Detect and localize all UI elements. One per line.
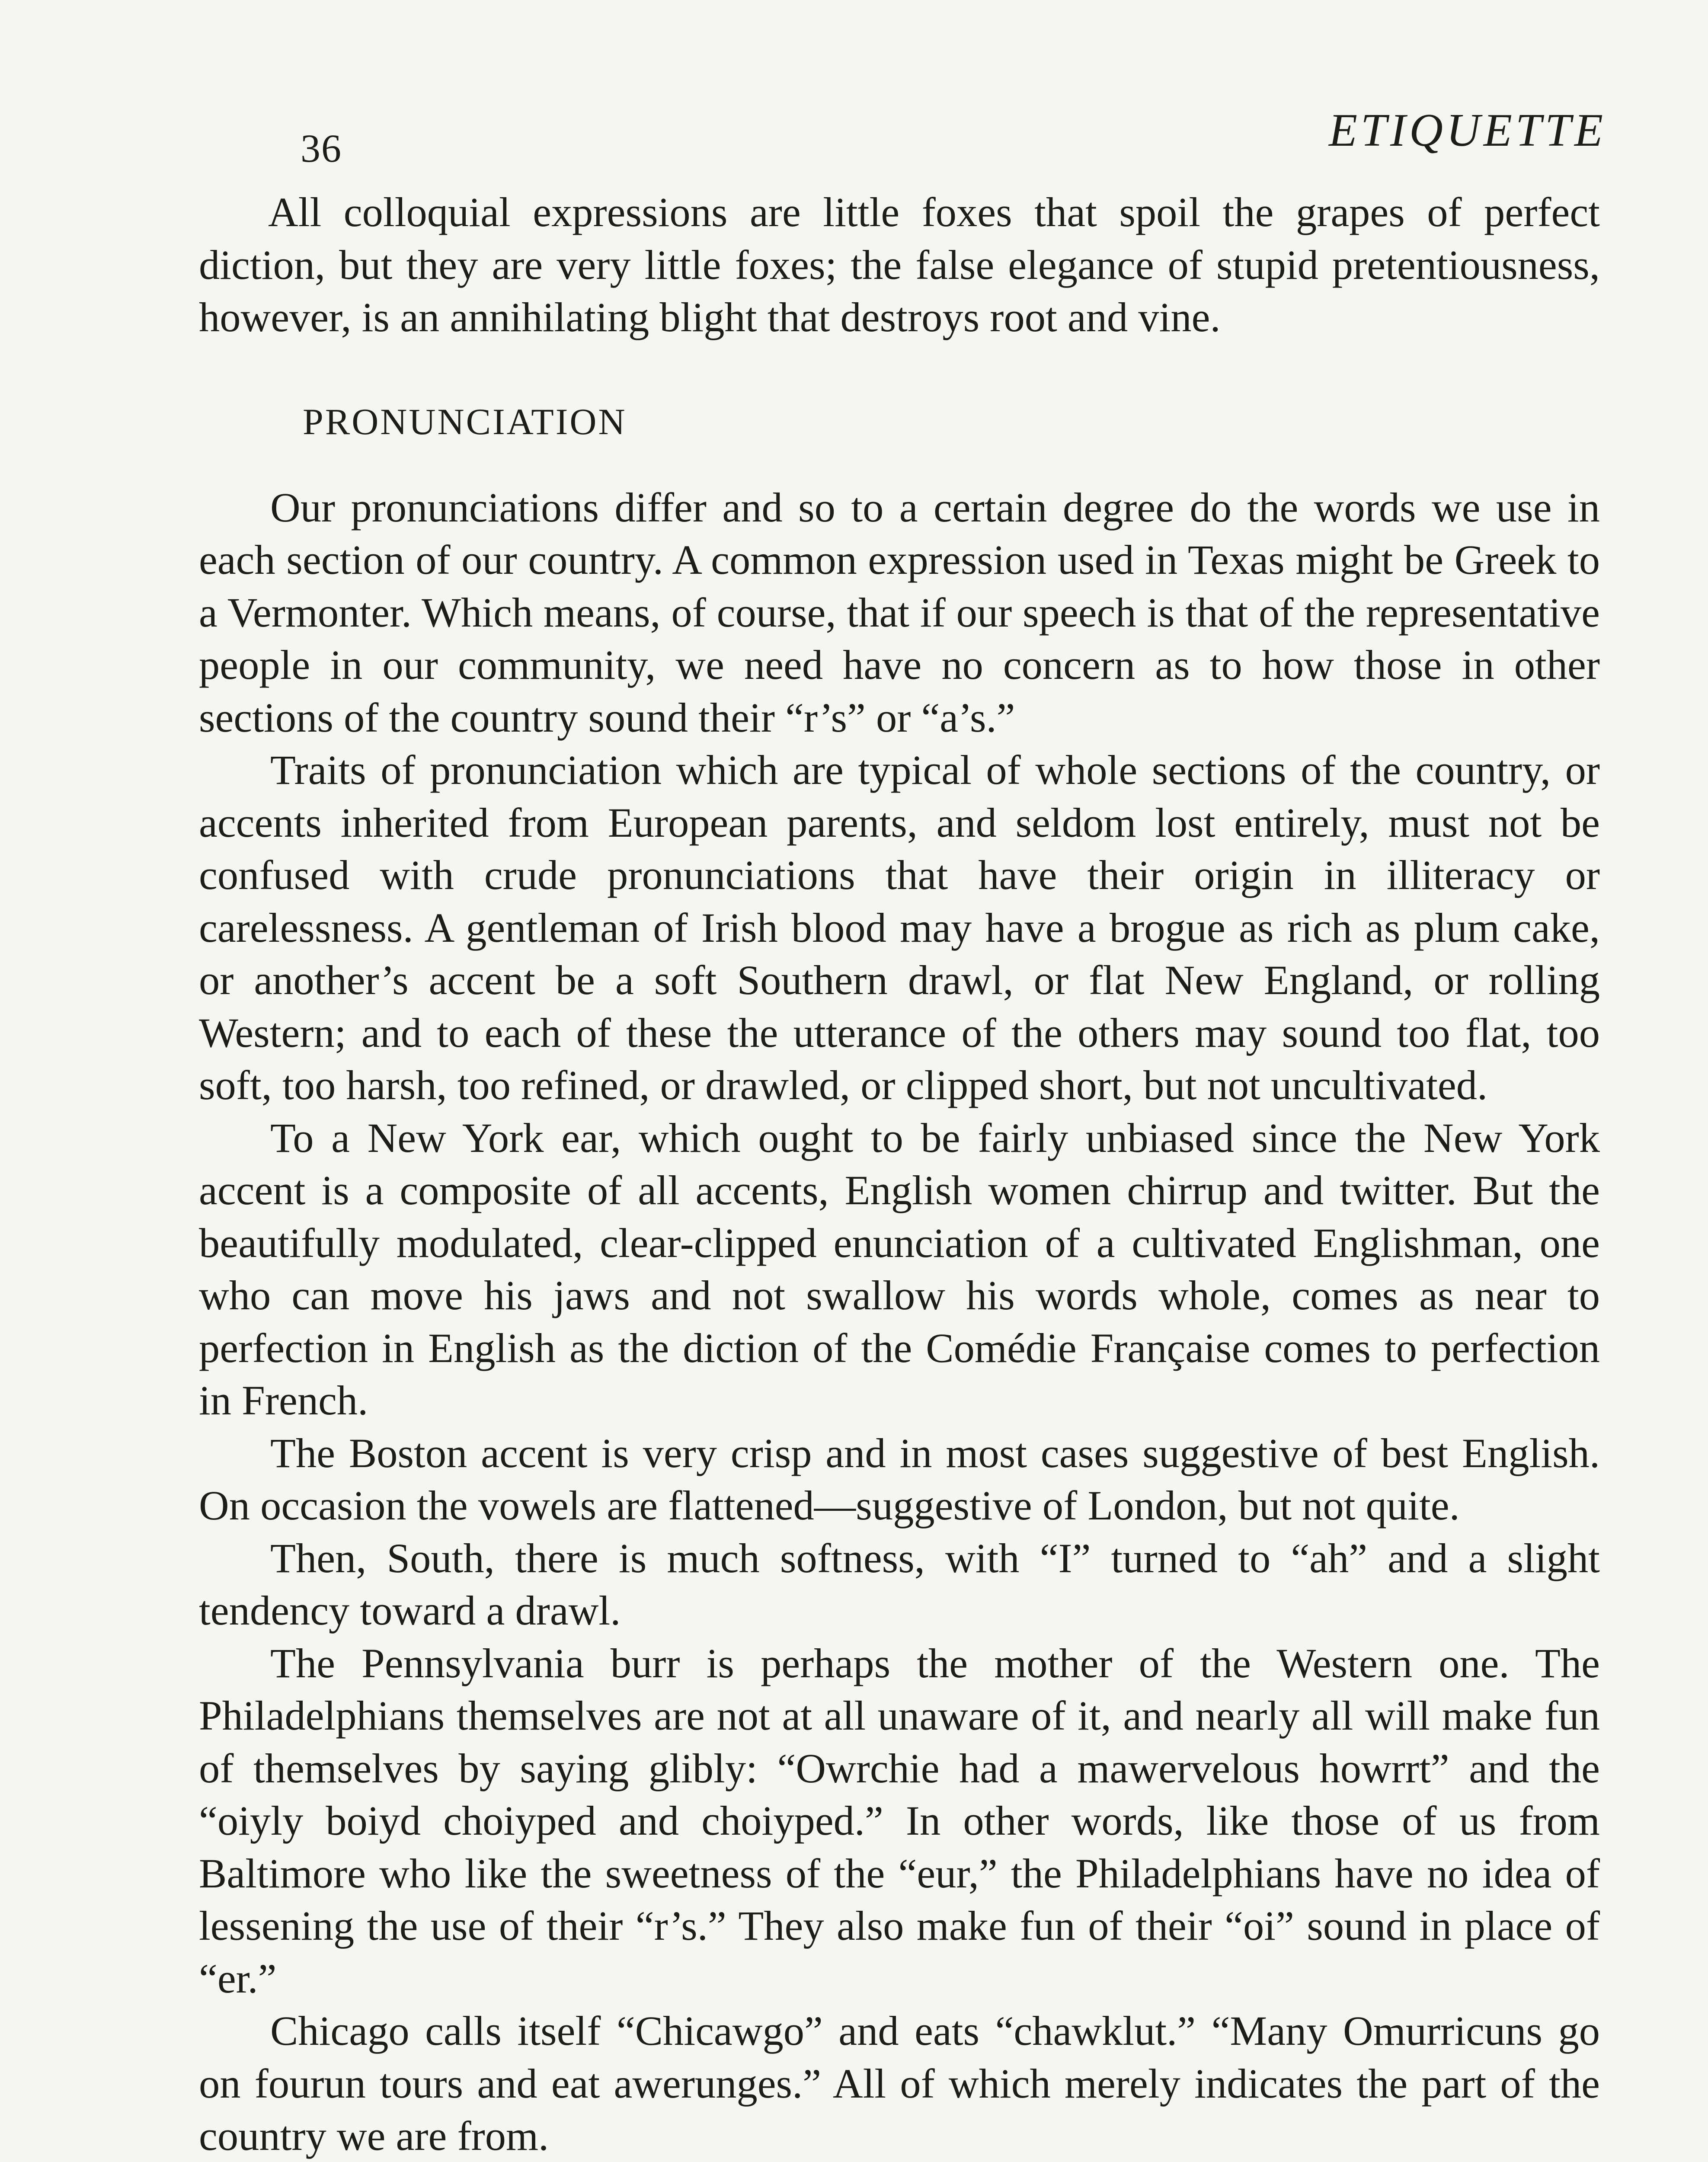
paragraph: To a New York ear, which ought to be fairly unbiased since the New York accent is a composite of all accents, English women chirrup and twitter. But the beautifully modulated, clear-clipped enunciation of a cultivated Englishman, one who can move his jaws and not swallow his words whole, comes as near to perfection in English as the diction of the Comédie Française comes to perfection in French. xyxy=(199,1114,1600,1423)
paragraph: Chicago calls itself “Chicawgo” and eats “chawklut.” “Many Omurricuns go on fourun tours and eat awerunges.” All of which merely indicates the part of the country we are from. xyxy=(199,2008,1600,2159)
running-head: ETIQUETTE xyxy=(1328,105,1606,156)
paragraph: Then, South, there is much softness, with “I” turned to “ah” and a slight tendency toward a drawl. xyxy=(199,1535,1600,1634)
section-heading: PRONUNCIATION xyxy=(303,400,627,442)
paragraph: Traits of pronunciation which are typical of whole sections of the country, or accents inherited from European parents, and seldom lost entirely, must not be confused with crude pronunciations that have their origin in illiteracy or carelessness. A gentleman of Irish blood may have a brogue as rich as plum cake, or another’s accent be a soft Southern drawl, or flat New England, or rolling Western; and to each of these the utterance of the others may sound too flat, too soft, too harsh, too refined, or drawled, or clipped short, but not uncultivated. xyxy=(199,747,1600,1108)
page-header xyxy=(201,104,1606,186)
page-number: 36 xyxy=(301,126,342,170)
paragraph: Our pronunciations differ and so to a certain degree do the words we use in each section of our country. A common expression used in Texas might be Greek to a Vermonter. Which means, of course, that if our speech is that of the representative people in our community, we need have no concern as to how those in other sections of the country sound their “r’s” or “a’s.” xyxy=(199,484,1600,741)
body-text xyxy=(199,186,1600,2162)
paragraph: The Boston accent is very crisp and in most cases suggestive of best English. On occasion the vowels are flattened—suggestive of London, but not quite. xyxy=(199,1430,1600,1529)
intro-paragraph: All colloquial expressions are little foxes that spoil the grapes of perfect diction, but they are very little foxes; the false elegance of stupid pretentiousness, however, is an annihilating blight that destroys root and vine. xyxy=(199,189,1600,340)
paragraph: The Pennsylvania burr is perhaps the mother of the Western one. The Philadelphians themselves are not at all unaware of it, and nearly all will make fun of themselves by saying glibly: “Owrchie had a mawervelous howrrt” and the “oiyly boiyd choiyped and choiyped.” In other words, like those of us from Baltimore who like the sweetness of the “eur,” the Philadelphians have no idea of lessening the use of their “r’s.” They also make fun of their “oi” sound in place of “er.” xyxy=(199,1640,1600,2002)
